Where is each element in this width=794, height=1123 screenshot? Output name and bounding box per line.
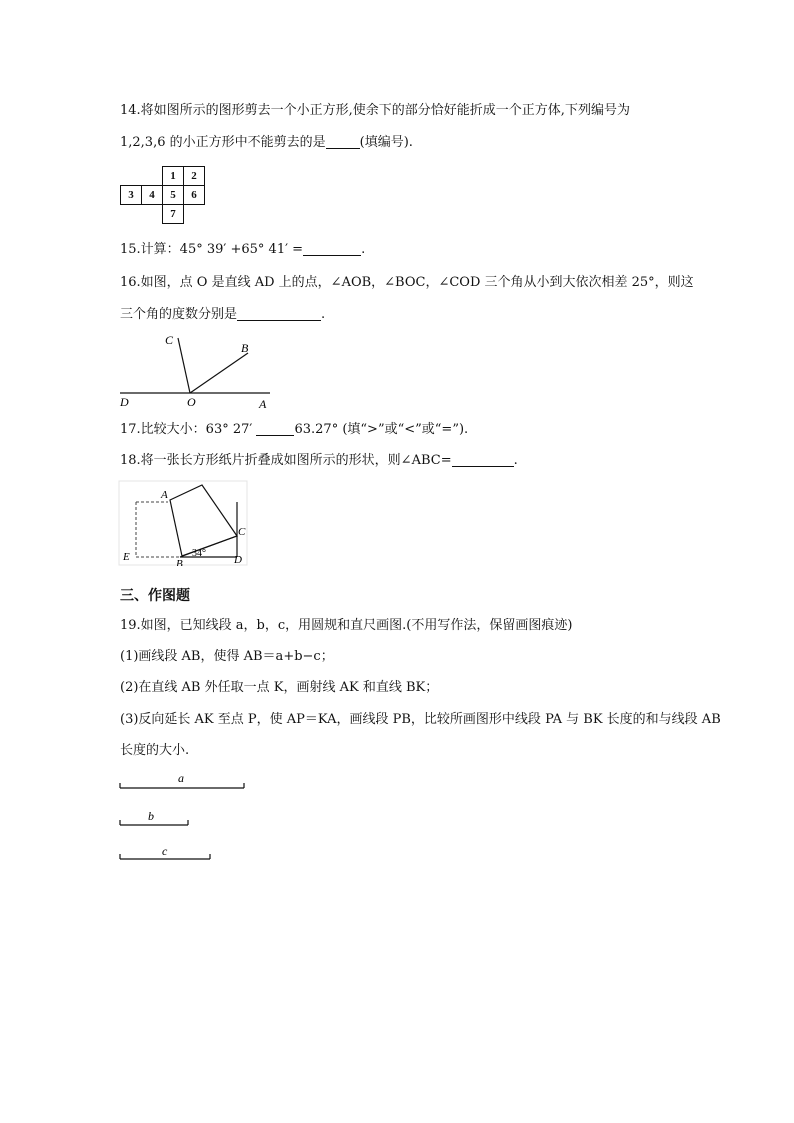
q15-answer-blank xyxy=(303,241,361,256)
net-cell-5: 5 xyxy=(163,186,184,205)
q14-line2 xyxy=(120,133,413,153)
q18-label-c: C xyxy=(238,526,246,538)
q18-label-b: B xyxy=(176,558,183,566)
q19-line1: 19.如图，已知线段 a，b，c，用圆规和直尺画图.(不用写作法，保留画图痕迹) xyxy=(120,618,573,633)
q14-line2-suffix: (填编号). xyxy=(359,135,413,150)
net-cell-1: 1 xyxy=(163,167,184,186)
q18-fold-figure xyxy=(118,480,253,566)
q18-label-d: D xyxy=(234,554,242,566)
q16-line2-suffix: . xyxy=(321,307,326,322)
segment-c-label: c xyxy=(162,844,168,858)
q14-answer-blank xyxy=(326,134,360,149)
q18-label-a: A xyxy=(161,489,168,501)
q19-line2: (1)画线段 AB，使得 AB＝a+b−c； xyxy=(120,649,334,664)
q16-label-c: C xyxy=(165,333,174,347)
q16-line1: 16.如图，点 O 是直线 AD 上的点，∠AOB，∠BOC，∠COD 三个角从小到大依次相差 25°，则这 xyxy=(120,275,694,290)
q16-line2 xyxy=(120,305,325,325)
net-cell-2: 2 xyxy=(184,167,205,186)
segment-a-label: a xyxy=(178,771,184,785)
q18-suffix: . xyxy=(513,453,518,468)
q15-text: 15.计算：45° 39′ +65° 41′ = xyxy=(120,242,304,257)
q18-line xyxy=(120,451,518,471)
q17-text: 17.比较大小：63° 27′ xyxy=(120,422,253,437)
q16-label-d: D xyxy=(120,395,129,409)
net-cell-6: 6 xyxy=(184,186,205,205)
q18-angle-label: 34° xyxy=(192,548,206,559)
segment-b-label: b xyxy=(148,809,154,823)
q15-suffix: . xyxy=(361,242,366,257)
q19-line5: 长度的大小. xyxy=(120,743,190,758)
q19-line3: (2)在直线 AB 外任取一点 K，画射线 AK 和直线 BK； xyxy=(120,680,439,695)
q16-line2-text: 三个角的度数分别是 xyxy=(120,307,238,322)
q18-answer-blank xyxy=(452,452,514,467)
q14-line2-text: 1,2,3,6 的小正方形中不能剪去的是 xyxy=(120,135,326,150)
q16-label-a: A xyxy=(259,397,267,410)
q17-suffix: 63.27° (填“>”或“<”或“=”). xyxy=(294,422,469,437)
q18-text: 18.将一张长方形纸片折叠成如图所示的形状，则∠ABC= xyxy=(120,453,452,468)
q14-line1: 14.将如图所示的图形剪去一个小正方形,使余下的部分恰好能折成一个正方体,下列编号为 xyxy=(120,103,630,118)
net-cell-7: 7 xyxy=(163,205,184,224)
q18-label-e: E xyxy=(123,551,130,563)
section-title: 三、作图题 xyxy=(120,588,190,604)
q17-answer-blank xyxy=(256,421,294,436)
net-cell-3: 3 xyxy=(121,186,142,205)
q16-angle-figure xyxy=(112,330,282,410)
q15-line xyxy=(120,240,365,260)
cube-net-figure xyxy=(120,166,205,224)
q16-label-o: O xyxy=(187,395,196,409)
net-cell-4: 4 xyxy=(142,186,163,205)
q19-segments-figure xyxy=(116,768,256,868)
q19-line4: (3)反向延长 AK 至点 P，使 AP＝KA，画线段 PB，比较所画图形中线段 PA 与 BK 长度的和与线段 AB xyxy=(120,712,721,727)
q16-answer-blank xyxy=(237,306,321,321)
q16-label-b: B xyxy=(241,341,249,355)
q17-line xyxy=(120,420,468,440)
